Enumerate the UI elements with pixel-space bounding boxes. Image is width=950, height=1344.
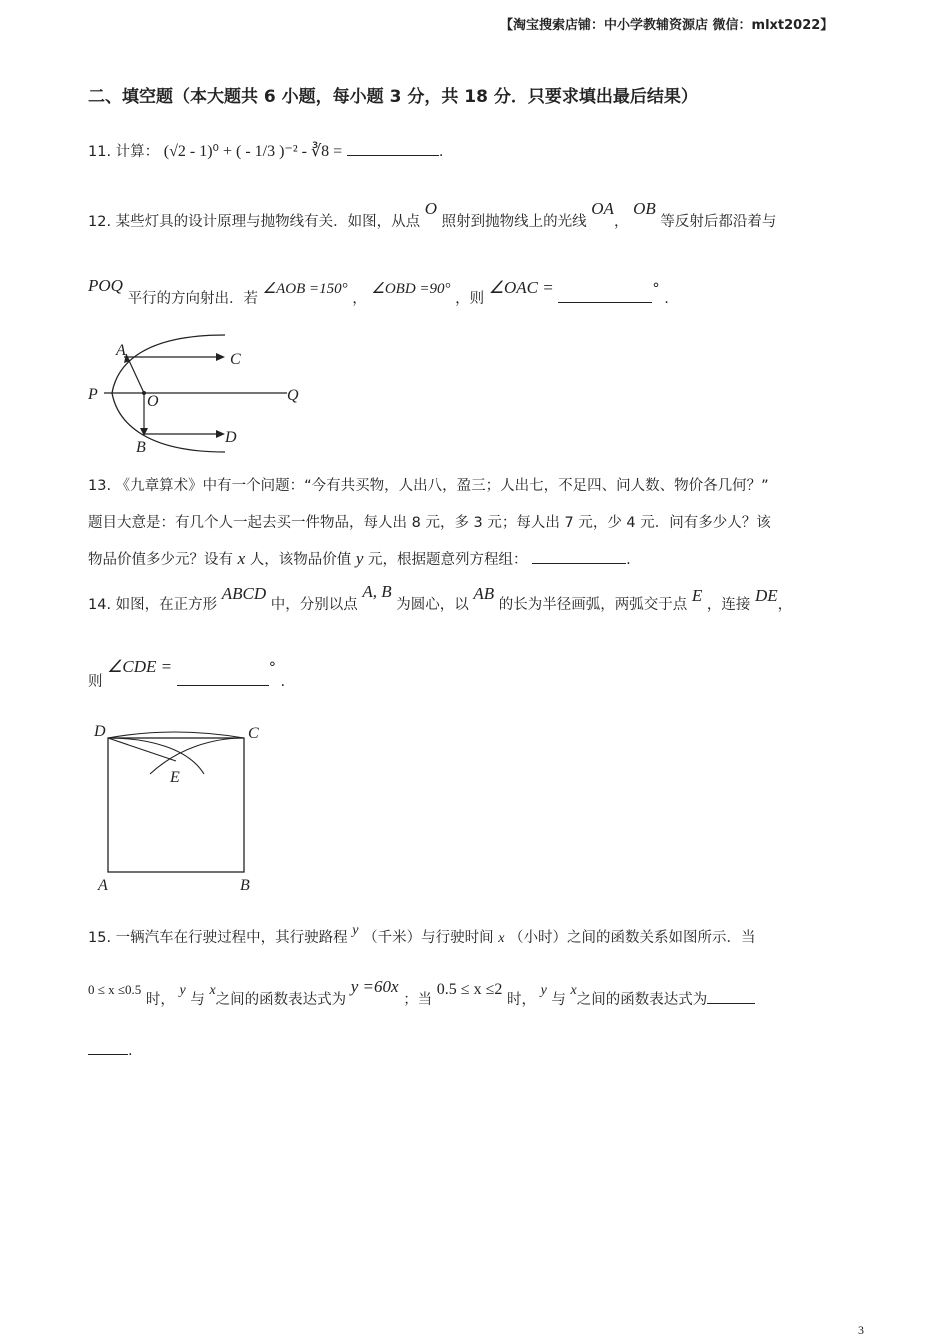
parabola-figure xyxy=(82,330,322,460)
question-12-line1 xyxy=(88,199,777,231)
question-13-line1: 13. 《九章算术》中有一个问题：“今有共买物，人出八，盈三；人出七，不足四、问人数、物价各几何？” xyxy=(88,478,769,494)
q14-answer-blank xyxy=(177,671,269,686)
ray-bd-arrow xyxy=(216,430,225,438)
q12-degree: ° xyxy=(652,281,660,297)
q15-var-x: x xyxy=(498,931,505,946)
q11-expression: (√2 - 1)⁰ + ( - 1/3 )⁻² - ∛8 = xyxy=(163,143,343,160)
q15-text-a: 15. 一辆汽车在行驶过程中，其行驶路程 xyxy=(88,930,348,946)
question-11 xyxy=(88,140,443,161)
q15-answer-blank-a xyxy=(707,989,755,1004)
q14-segment-de: DE xyxy=(755,586,778,605)
q15-var-y: y xyxy=(352,923,359,938)
q12-text-a: 12. 某些灯具的设计原理与抛物线有关．如图，从点 xyxy=(88,214,421,230)
q15-text-c: （小时）之间的函数关系如图所示．当 xyxy=(509,930,756,946)
label-a: A xyxy=(116,342,126,359)
q15-var-x-2: x xyxy=(209,983,216,998)
q13-text-a: 物品价值多少元？设有 xyxy=(88,552,233,568)
question-13-line2: 题目大意是：有几个人一起去买一件物品，每人出 8 元，多 3 元；每人出 7 元，少 4 元．问有多少人？该 xyxy=(88,515,771,531)
q15-var-y-2: y xyxy=(179,983,186,998)
q15-equation-1: y =60x xyxy=(350,977,399,996)
label-b: B xyxy=(240,877,250,894)
question-15-line1 xyxy=(88,923,756,947)
q12-text-c: 等反射后都沿着与 xyxy=(660,214,777,230)
q15-text-expr: 之间的函数表达式为 xyxy=(215,992,347,1008)
q13-text-c: 元，根据题意列方程组： xyxy=(368,552,528,568)
page-header: 【淘宝搜索店铺：中小学教辅资源店 微信：mlxt2022】 xyxy=(500,18,834,33)
q13-var-x: x xyxy=(237,549,246,568)
q15-text-expr-2: 之间的函数表达式为 xyxy=(576,992,708,1008)
chord-dc xyxy=(108,732,244,738)
q14-text-g: 则 xyxy=(88,674,103,690)
label-b: B xyxy=(136,439,146,456)
q14-text-d: 的长为半径画弧，两弧交于点 xyxy=(498,597,688,613)
q15-text-dang: ；当 xyxy=(403,992,433,1008)
q11-end: . xyxy=(438,144,444,160)
ray-ob-arrow xyxy=(140,428,148,436)
question-15-line2 xyxy=(88,977,755,1009)
label-c: C xyxy=(230,351,241,368)
q12-comma: ， xyxy=(613,214,629,230)
question-14-line2 xyxy=(88,657,286,691)
q15-text-shi: 时， xyxy=(145,992,175,1008)
section-title: 二、填空题（本大题共 6 小题，每小题 3 分，共 18 分．只要求填出最后结果） xyxy=(88,87,698,107)
q15-text-yu: 与 xyxy=(190,992,205,1008)
q14-text-f: ， xyxy=(777,597,793,613)
q12-end: . xyxy=(664,291,669,307)
label-c: C xyxy=(248,725,259,742)
q14-angle-cde: ∠CDE = xyxy=(107,657,173,676)
q12-text-b: 照射到抛物线上的光线 xyxy=(441,214,587,230)
label-p: P xyxy=(88,386,98,403)
q12-line-poq: POQ xyxy=(88,276,123,295)
question-12-line2 xyxy=(88,276,669,308)
q15-text-b: （千米）与行驶时间 xyxy=(363,930,494,946)
q13-answer-blank xyxy=(532,549,626,564)
square-figure xyxy=(88,718,268,898)
q14-point-e: E xyxy=(691,586,703,605)
point-o-dot xyxy=(142,391,146,395)
q13-text-b: 人，该物品价值 xyxy=(249,552,352,568)
q12-point-o: O xyxy=(424,199,438,218)
q15-range-1: 0 ≤ x ≤0.5 xyxy=(88,982,142,997)
q12-comma-2: ， xyxy=(352,291,367,307)
q15-answer-blank-b xyxy=(88,1040,128,1055)
square-abcd xyxy=(108,738,244,872)
q11-number: 11. 计算： xyxy=(88,144,160,160)
q12-text-d: 平行的方向射出．若 xyxy=(127,291,259,307)
q12-angle-oac: ∠OAC = xyxy=(488,278,554,297)
question-15-line3 xyxy=(88,1040,133,1059)
q12-ray-oa: OA xyxy=(591,199,614,218)
q14-text-a: 14. 如图，在正方形 xyxy=(88,597,218,613)
q12-text-e: ，则 xyxy=(455,291,485,307)
q13-end: . xyxy=(626,552,631,568)
page-number: 3 xyxy=(858,1323,864,1337)
label-o: O xyxy=(147,393,159,410)
q14-text-e: ，连接 xyxy=(706,597,751,613)
label-d: D xyxy=(94,723,106,740)
q15-var-y-3: y xyxy=(540,983,547,998)
q11-answer-blank xyxy=(347,141,439,156)
question-13-line3 xyxy=(88,548,631,569)
q14-text-b: 中，分别以点 xyxy=(270,597,358,613)
label-d: D xyxy=(225,429,237,446)
q12-answer-blank xyxy=(558,288,652,303)
q14-text-c: 为圆心，以 xyxy=(396,597,469,613)
arc-from-a xyxy=(150,738,244,774)
ray-ac-arrow xyxy=(216,353,225,361)
q12-angle-aob: ∠AOB =150° xyxy=(262,281,348,297)
q15-text-shi-2: 时， xyxy=(506,992,536,1008)
q15-var-x-3: x xyxy=(570,983,577,998)
label-q: Q xyxy=(287,387,299,404)
q12-angle-obd: ∠OBD =90° xyxy=(371,281,451,297)
segment-de xyxy=(108,738,176,761)
q14-square: ABCD xyxy=(221,584,267,603)
q13-var-y: y xyxy=(355,549,364,568)
q14-points-ab: A, B xyxy=(362,582,392,601)
q15-range-2: 0.5 ≤ x ≤2 xyxy=(436,981,503,998)
q15-end: . xyxy=(128,1043,133,1059)
q15-text-yu-2: 与 xyxy=(551,992,566,1008)
label-e: E xyxy=(170,769,180,786)
question-14-line1 xyxy=(88,582,793,614)
q14-segment-ab: AB xyxy=(473,584,495,603)
label-a: A xyxy=(98,877,108,894)
q12-ray-ob: OB xyxy=(633,199,656,218)
q14-end: . xyxy=(280,674,286,690)
q14-degree: ° xyxy=(268,660,276,676)
